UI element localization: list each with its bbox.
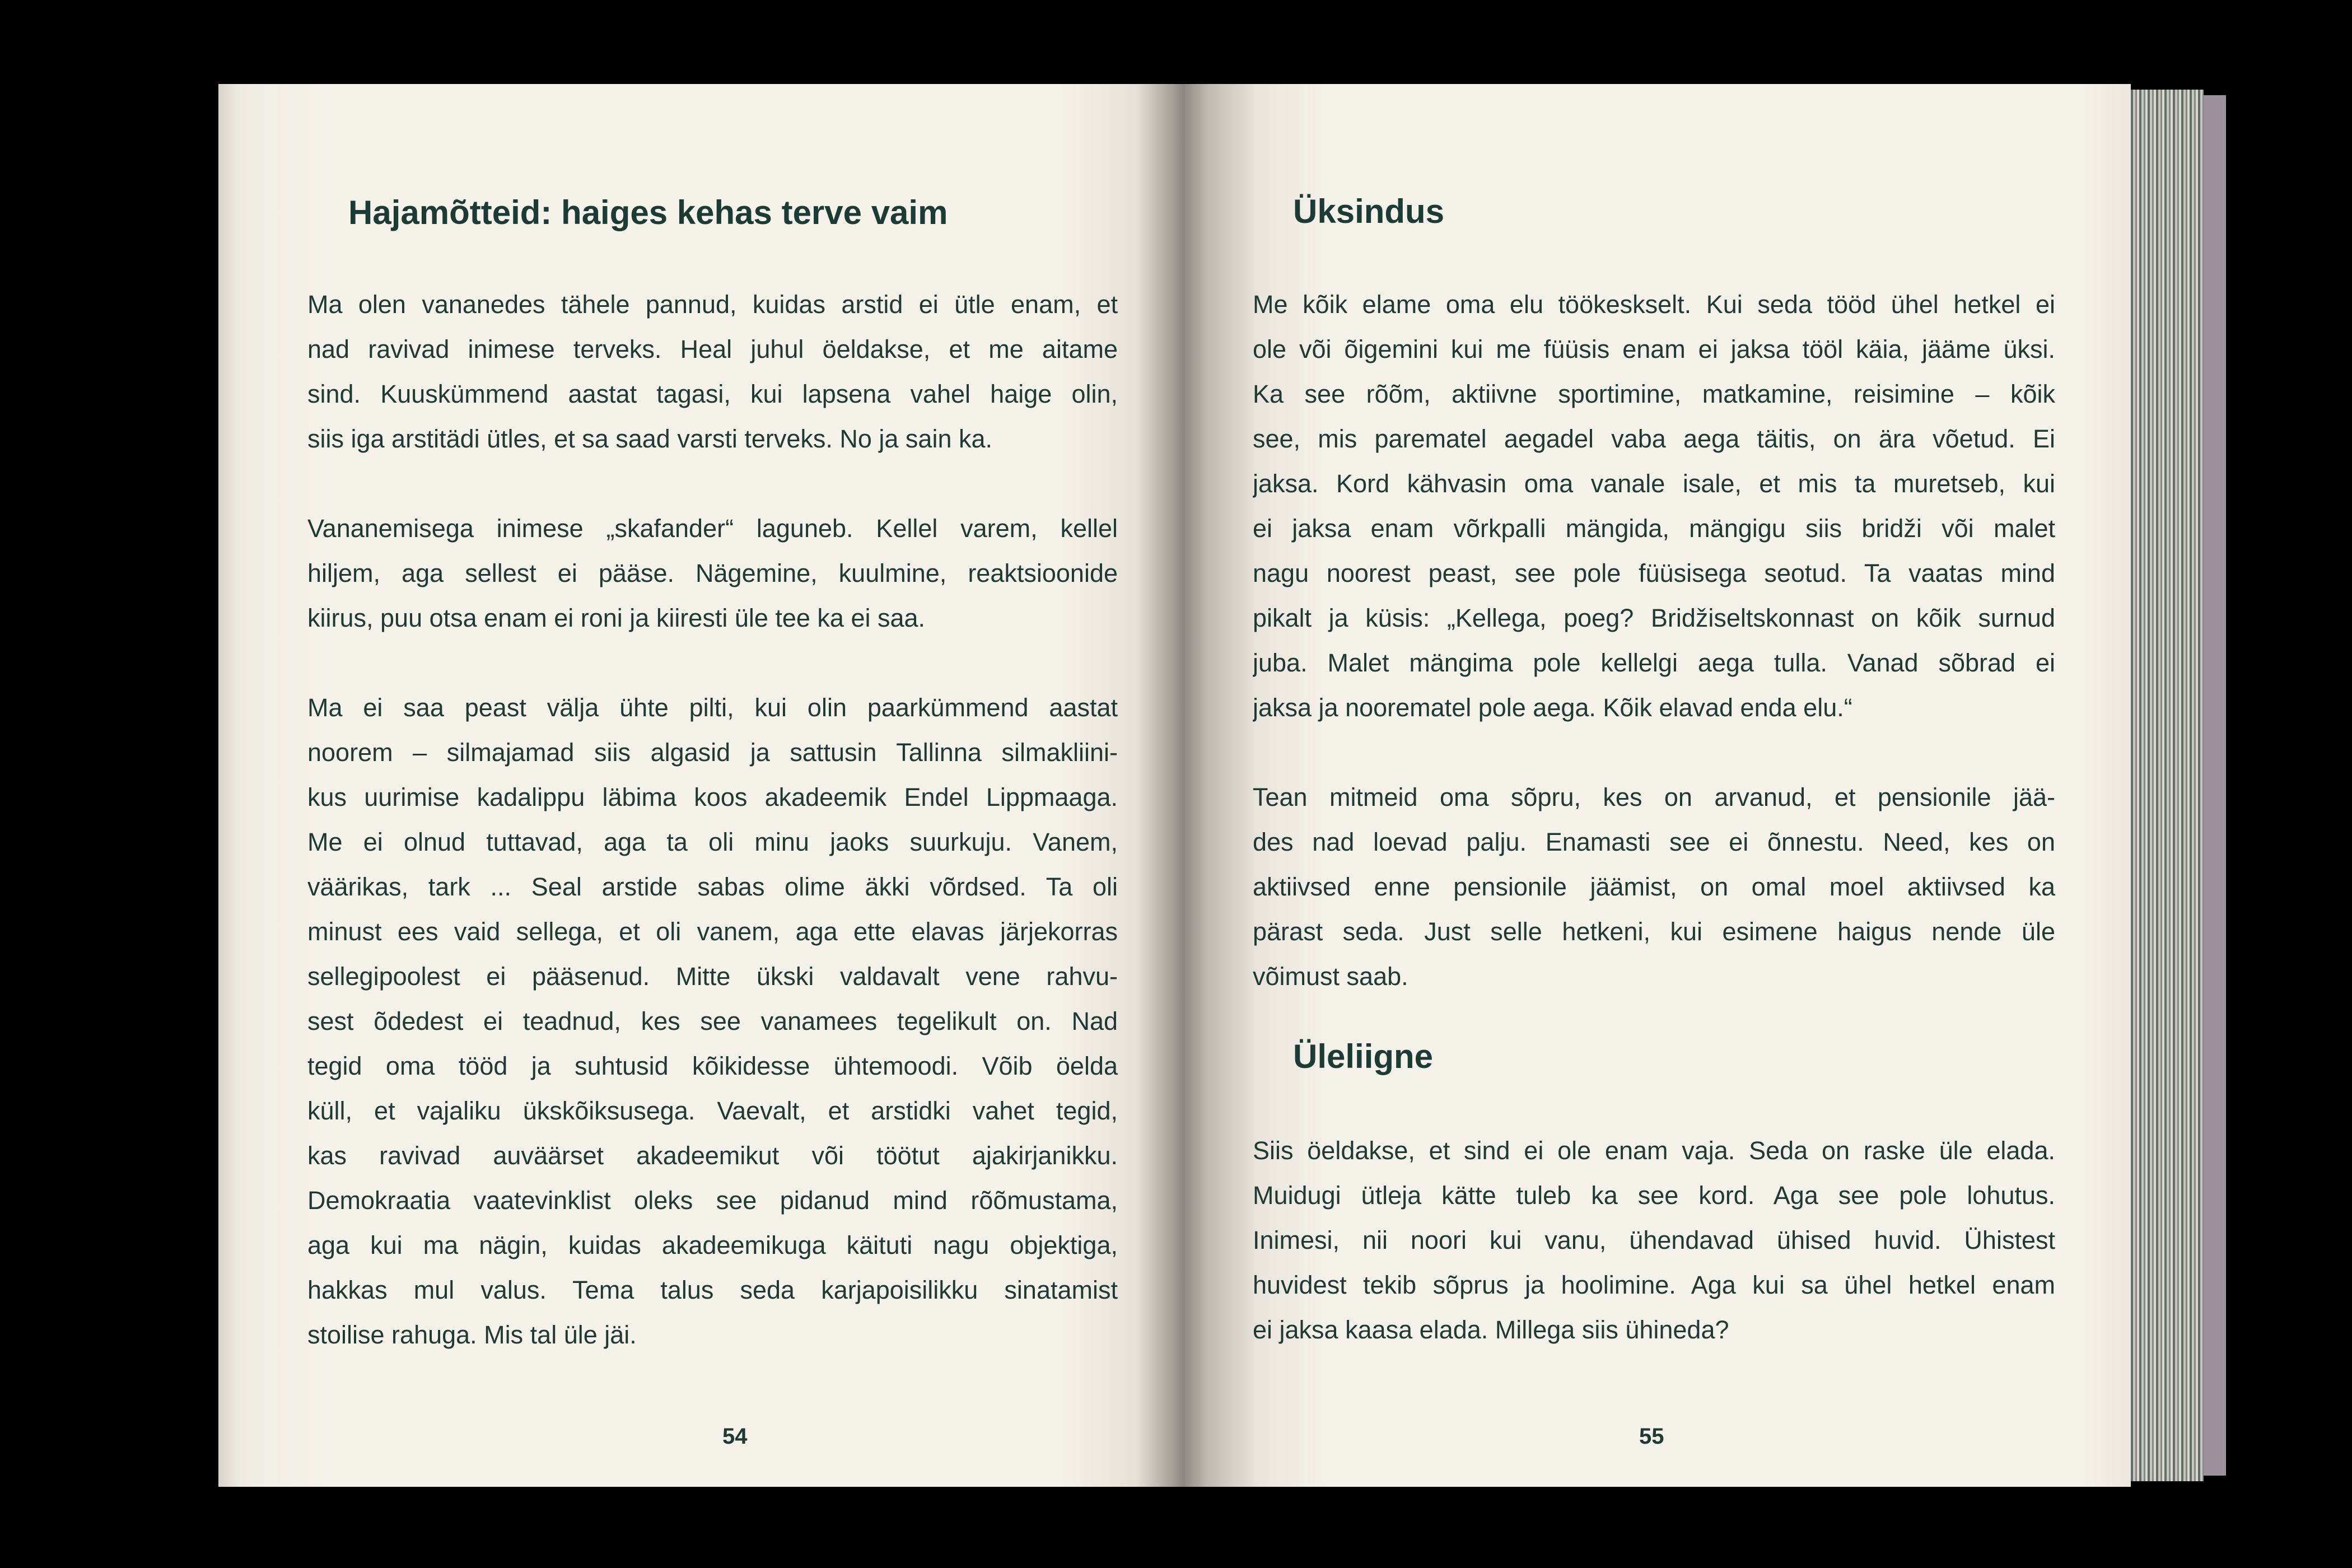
text-line: Demokraatia vaatevinklist oleks see pidanud mind rõõmustama, [307, 1186, 1118, 1215]
text-line: Ka see rõõm, aktiivne sportimine, matkamine, reisimine – kõik [1253, 380, 2055, 408]
page-number-right: 55 [1639, 1424, 1664, 1449]
section-heading-uleliigne: Üleliigne [1293, 1038, 1434, 1075]
text-line: võimust saab. [1253, 962, 1408, 991]
text-line: minust ees vaid sellega, et oli vanem, aga ette elavas järjekorras [307, 917, 1118, 946]
text-line: Tean mitmeid oma sõpru, kes on arvanud, et pensionile jää- [1253, 783, 2055, 811]
right-page-body-section-2 [1253, 1128, 2055, 1397]
text-line: see, mis parematel aegadel vaba aega täitis, on ära võetud. Ei [1253, 424, 2055, 453]
text-line: väärikas, tark ... Seal arstide sabas olime äkki võrdsed. Ta oli [307, 872, 1118, 901]
book-cover-edge [2204, 95, 2226, 1476]
paragraph [307, 685, 1118, 1357]
text-line: jaksa. Kord kähvasin oma vanale isale, et mis ta muretseb, kui [1253, 469, 2055, 498]
text-line: des nad loevad palju. Enamasti see ei õnnestu. Need, kes on [1253, 828, 2055, 856]
text-line: Inimesi, nii noori kui vanu, ühendavad ühised huvid. Ühistest [1253, 1226, 2055, 1254]
text-line: siis iga arstitädi ütles, et sa saad varsti terveks. No ja sain ka. [307, 424, 993, 453]
left-page-body [307, 282, 1118, 1402]
paragraph [307, 282, 1118, 461]
text-line: ei jaksa kaasa elada. Millega siis ühineda? [1253, 1315, 1729, 1344]
text-line: pärast seda. Just selle hetkeni, kui esimene haigus nende üle [1253, 917, 2055, 946]
chapter-heading: Hajamõtteid: haiges kehas terve vaim [348, 194, 948, 231]
text-line: hakkas mul valus. Tema talus seda karjapoisilikku sinatamist [307, 1276, 1118, 1304]
text-line: Vananemisega inimese „skafander“ laguneb. Kellel varem, kellel [307, 514, 1118, 543]
text-line: sind. Kuuskümmend aastat tagasi, kui lapsena vahel haige olin, [307, 380, 1118, 408]
text-line: jaksa ja noorematel pole aega. Kõik elavad enda elu.“ [1253, 693, 1852, 722]
text-line: Ma olen vananedes tähele pannud, kuidas arstid ei ütle enam, et [307, 290, 1118, 319]
text-line: kas ravivad auväärset akadeemikut või töötut ajakirjanikku. [307, 1141, 1118, 1170]
text-line: Ma ei saa peast välja ühte pilti, kui olin paarkümmend aastat [307, 693, 1118, 722]
text-line: kus uurimise kadalippu läbima koos akadeemik Endel Lippmaaga. [307, 783, 1118, 811]
text-line: kiirus, puu otsa enam ei roni ja kiiresti üle tee ka ei saa. [307, 604, 926, 632]
text-line: sellegipoolest ei pääsenud. Mitte ükski valdavalt vene rahvu- [307, 962, 1118, 991]
paragraph [1253, 1128, 2055, 1352]
text-line: noorem – silmajamad siis algasid ja sattusin Tallinna silmakliini- [307, 738, 1118, 767]
text-line: aga kui ma nägin, kuidas akadeemikuga käituti nagu objektiga, [307, 1231, 1118, 1259]
text-line: küll, et vajaliku ükskõiksusega. Vaevalt, et arstidki vahet tegid, [307, 1096, 1118, 1125]
text-line: aktiivsed enne pensionile jäämist, on omal moel aktiivsed ka [1253, 872, 2055, 901]
text-line: hiljem, aga sellest ei pääse. Nägemine, kuulmine, reaktsioonide [307, 559, 1118, 587]
page-number-left: 54 [722, 1424, 748, 1449]
right-page-body-section-1 [1253, 282, 2055, 1044]
text-line: Me ei olnud tuttavad, aga ta oli minu jaoks suurkuju. Vanem, [307, 828, 1118, 856]
text-line: huvidest tekib sõprus ja hoolimine. Aga kui sa ühel hetkel enam [1253, 1271, 2055, 1299]
text-line: nagu noorest peast, see pole füüsisega seotud. Ta vaatas mind [1253, 559, 2055, 587]
text-line: stoilise rahuga. Mis tal üle jäi. [307, 1320, 637, 1349]
paragraph [1253, 775, 2055, 999]
paragraph [307, 506, 1118, 641]
paragraph [1253, 282, 2055, 730]
section-heading-uksindus: Üksindus [1293, 193, 1445, 230]
text-line: Muidugi ütleja kätte tuleb ka see kord. Aga see pole lohutus. [1253, 1181, 2055, 1210]
text-line: pikalt ja küsis: „Kellega, poeg? Bridžiseltskonnast on kõik surnud [1253, 604, 2055, 632]
page-edges [2131, 90, 2204, 1481]
text-line: juba. Malet mängima pole kellelgi aega tulla. Vanad sõbrad ei [1253, 648, 2055, 677]
text-line: nad ravivad inimese terveks. Heal juhul öeldakse, et me aitame [307, 335, 1118, 363]
text-line: ei jaksa enam võrkpalli mängida, mängigu siis bridži või malet [1253, 514, 2055, 543]
text-line: tegid oma tööd ja suhtusid kõikidesse ühtemoodi. Võib öelda [307, 1052, 1118, 1080]
text-line: ole või õigemini kui me füüsis enam ei jaksa tööl käia, jääme üksi. [1253, 335, 2055, 363]
text-line: Siis öeldakse, et sind ei ole enam vaja. Seda on raske üle elada. [1253, 1136, 2055, 1165]
text-line: Me kõik elame oma elu töökeskselt. Kui seda tööd ühel hetkel ei [1253, 290, 2055, 319]
text-line: sest õdedest ei teadnud, kes see vanamees tegelikult on. Nad [307, 1007, 1118, 1035]
